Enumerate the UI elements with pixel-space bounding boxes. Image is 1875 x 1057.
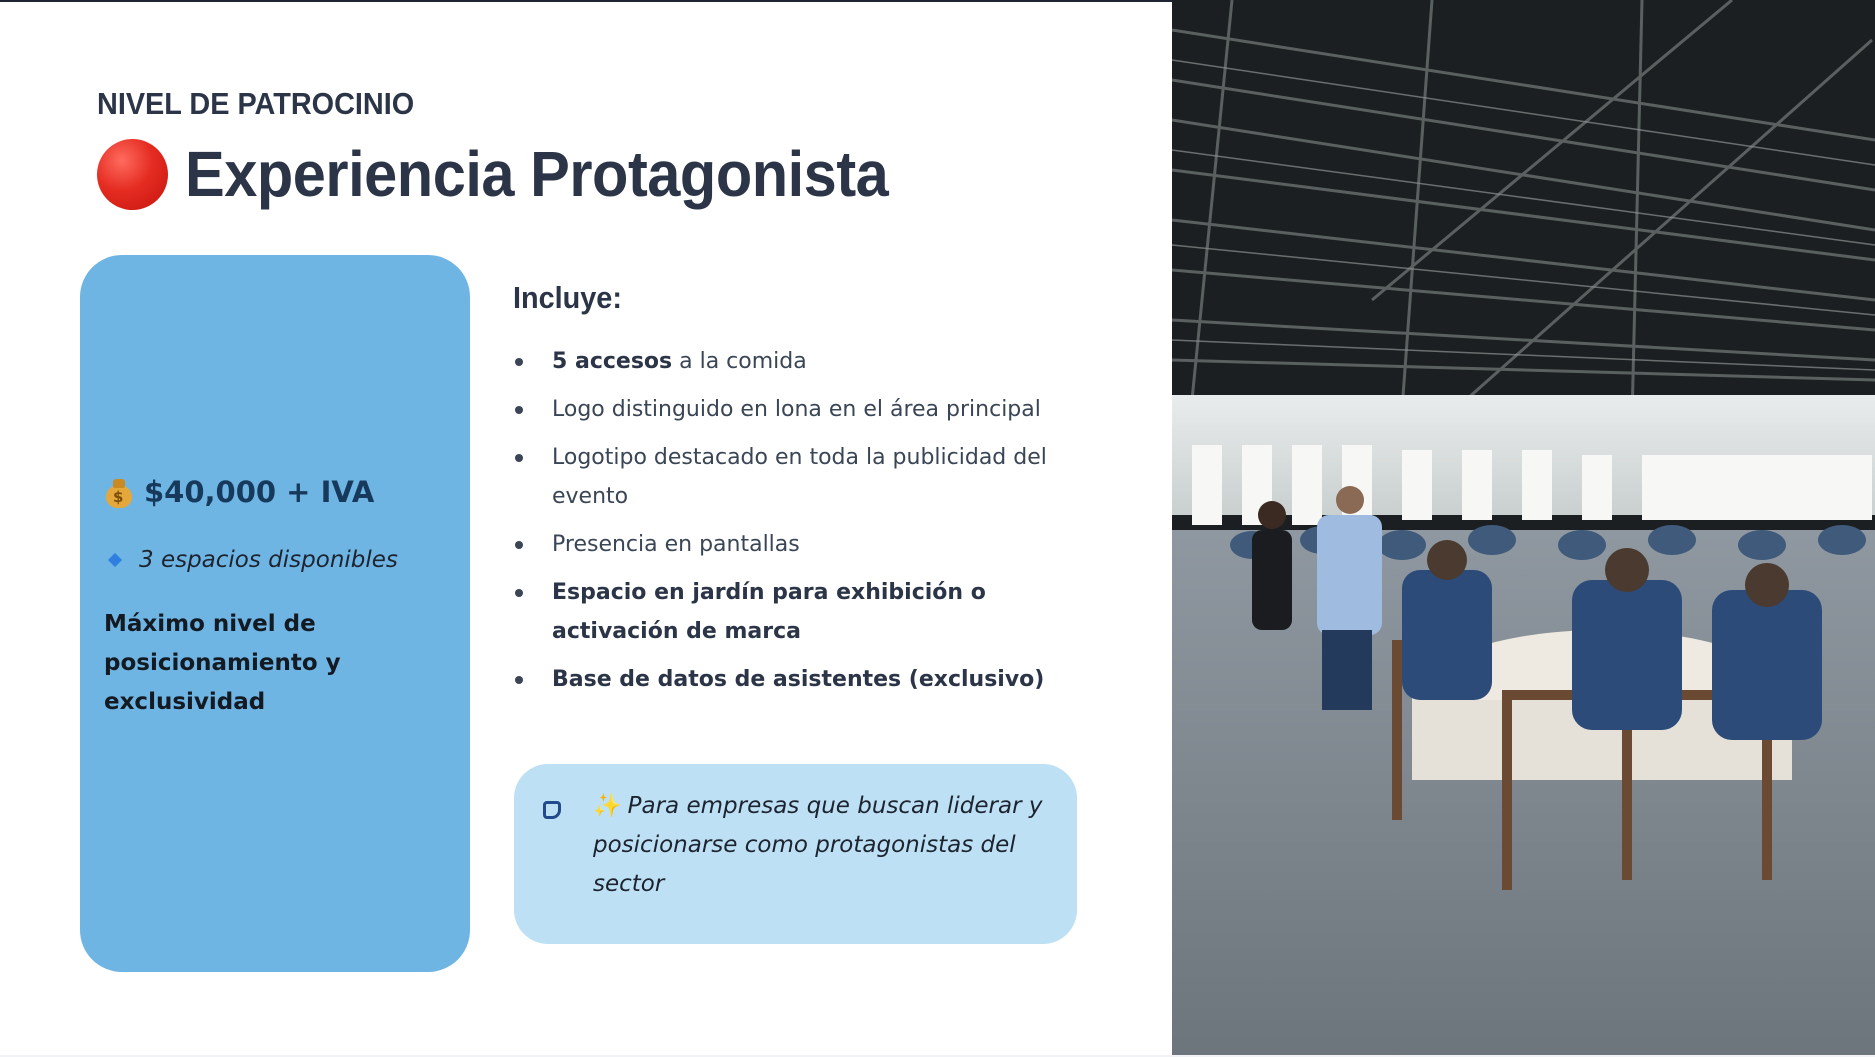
benefits-list [513,342,1073,708]
bullet-icon [515,541,523,549]
benefit-item: 5 accesos a la comida [513,342,1073,381]
bullet-icon [515,406,523,414]
page-title [97,137,941,211]
bullet-icon [515,358,523,366]
top-rule [0,0,1172,2]
note-icon [543,801,561,819]
red-circle-icon [97,139,168,210]
benefit-item: Logotipo destacado en toda la publicidad del evento [513,438,1073,516]
bullet-icon [515,589,523,597]
includes-title: Incluye: [513,280,622,315]
positioning-text: Máximo nivel de posicionamiento y exclusividad [104,611,341,715]
spaces-row [110,547,398,573]
money-bag-icon: $ [104,476,134,508]
small-blue-diamond-icon [108,553,122,567]
benefit-item: Logo distinguido en lona en el área principal [513,390,1073,429]
note-text: ✨ Para empresas que buscan liderar y posicionarse como protagonistas del sector [593,793,1043,897]
price-row [104,475,374,509]
bullet-icon [515,454,523,462]
price-text: $40,000 + IVA [144,475,375,509]
sparkles-icon: ✨ [593,793,622,819]
section-eyebrow: NIVEL DE PATROCINIO [97,86,415,121]
price-card [80,255,470,972]
benefit-item: Presencia en pantallas [513,525,1073,564]
page-title-text: Experiencia Protagonista [185,138,889,210]
event-hall-photo [1172,0,1875,1057]
benefit-item: Espacio en jardín para exhibición o activación de marca [513,573,1073,651]
benefit-item: Base de datos de asistentes (exclusivo) [513,660,1073,699]
spaces-text: 3 espacios disponibles [139,547,398,573]
bullet-icon [515,676,523,684]
note-box [514,764,1077,944]
